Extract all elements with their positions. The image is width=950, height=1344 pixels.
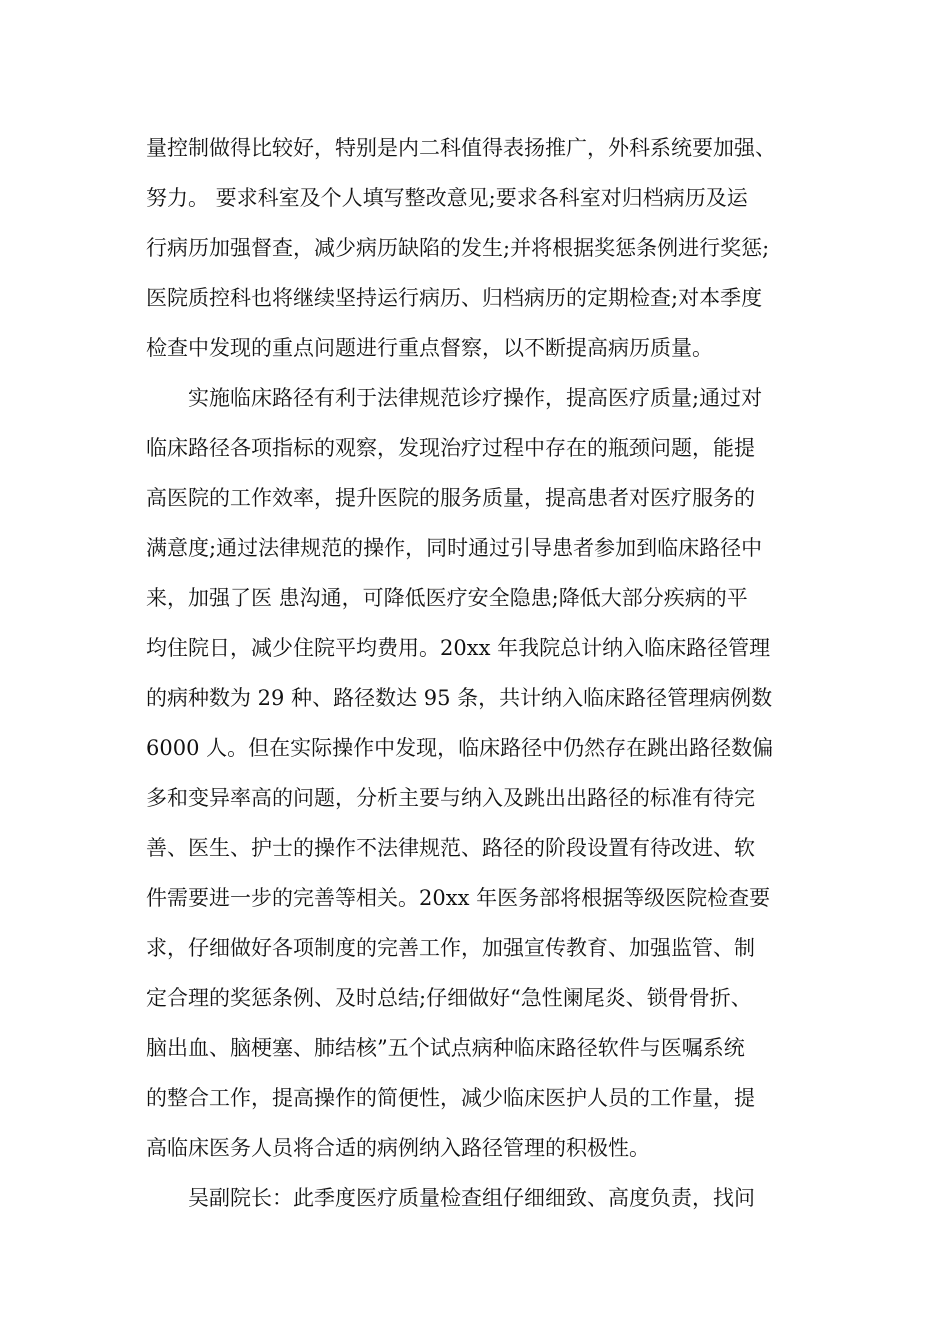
text-line: 来，加强了医 患沟通，可降低医疗安全隐患;降低大部分疾病的平 [146, 586, 748, 610]
text-line: 件需要进一步的完善等相关。20xx 年医务部将根据等级医院检查要 [146, 886, 771, 910]
text-line: 6000 人。但在实际操作中发现，临床路径中仍然存在跳出路径数偏 [146, 736, 774, 760]
text-line: 量控制做得比较好，特别是内二科值得表扬推广，外科系统要加强、 [146, 136, 776, 160]
text-line: 检查中发现的重点问题进行重点督察，以不断提高病历质量。 [146, 336, 713, 360]
text-line: 脑出血、脑梗塞、肺结核”五个试点病种临床路径软件与医嘱系统 [146, 1036, 745, 1060]
text-line: 高医院的工作效率，提升医院的服务质量，提高患者对医疗服务的 [146, 486, 755, 510]
text-line: 多和变异率高的问题，分析主要与纳入及跳出出路径的标准有待完 [146, 786, 755, 810]
text-line: 求，仔细做好各项制度的完善工作，加强宣传教育、加强监管、制 [146, 936, 755, 960]
text-line: 高临床医务人员将合适的病例纳入路径管理的积极性。 [146, 1136, 650, 1160]
text-line: 努力。 要求科室及个人填写整改意见;要求各科室对归档病历及运 [146, 186, 748, 210]
text-line: 临床路径各项指标的观察，发现治疗过程中存在的瓶颈问题，能提 [146, 436, 755, 460]
text-line: 的病种数为 29 种、路径数达 95 条，共计纳入临床路径管理病例数 [146, 686, 773, 710]
text-line: 医院质控科也将继续坚持运行病历、归档病历的定期检查;对本季度 [146, 286, 763, 310]
text-line: 均住院日，减少住院平均费用。20xx 年我院总计纳入临床路径管理 [146, 636, 771, 660]
paragraph-first-line: 吴副院长：此季度医疗质量检查组仔细细致、高度负责，找问 [188, 1186, 755, 1210]
text-line: 善、医生、护士的操作不法律规范、路径的阶段设置有待改进、软 [146, 836, 755, 860]
text-line: 的整合工作，提高操作的简便性，减少临床医护人员的工作量，提 [146, 1086, 755, 1110]
text-line: 行病历加强督查，减少病历缺陷的发生;并将根据奖惩条例进行奖惩; [146, 236, 770, 260]
paragraph-first-line: 实施临床路径有利于法律规范诊疗操作，提高医疗质量;通过对 [188, 386, 763, 410]
text-line: 满意度;通过法律规范的操作，同时通过引导患者参加到临床路径中 [146, 536, 763, 560]
text-line: 定合理的奖惩条例、及时总结;仔细做好“急性阑尾炎、锁骨骨折、 [146, 986, 752, 1010]
